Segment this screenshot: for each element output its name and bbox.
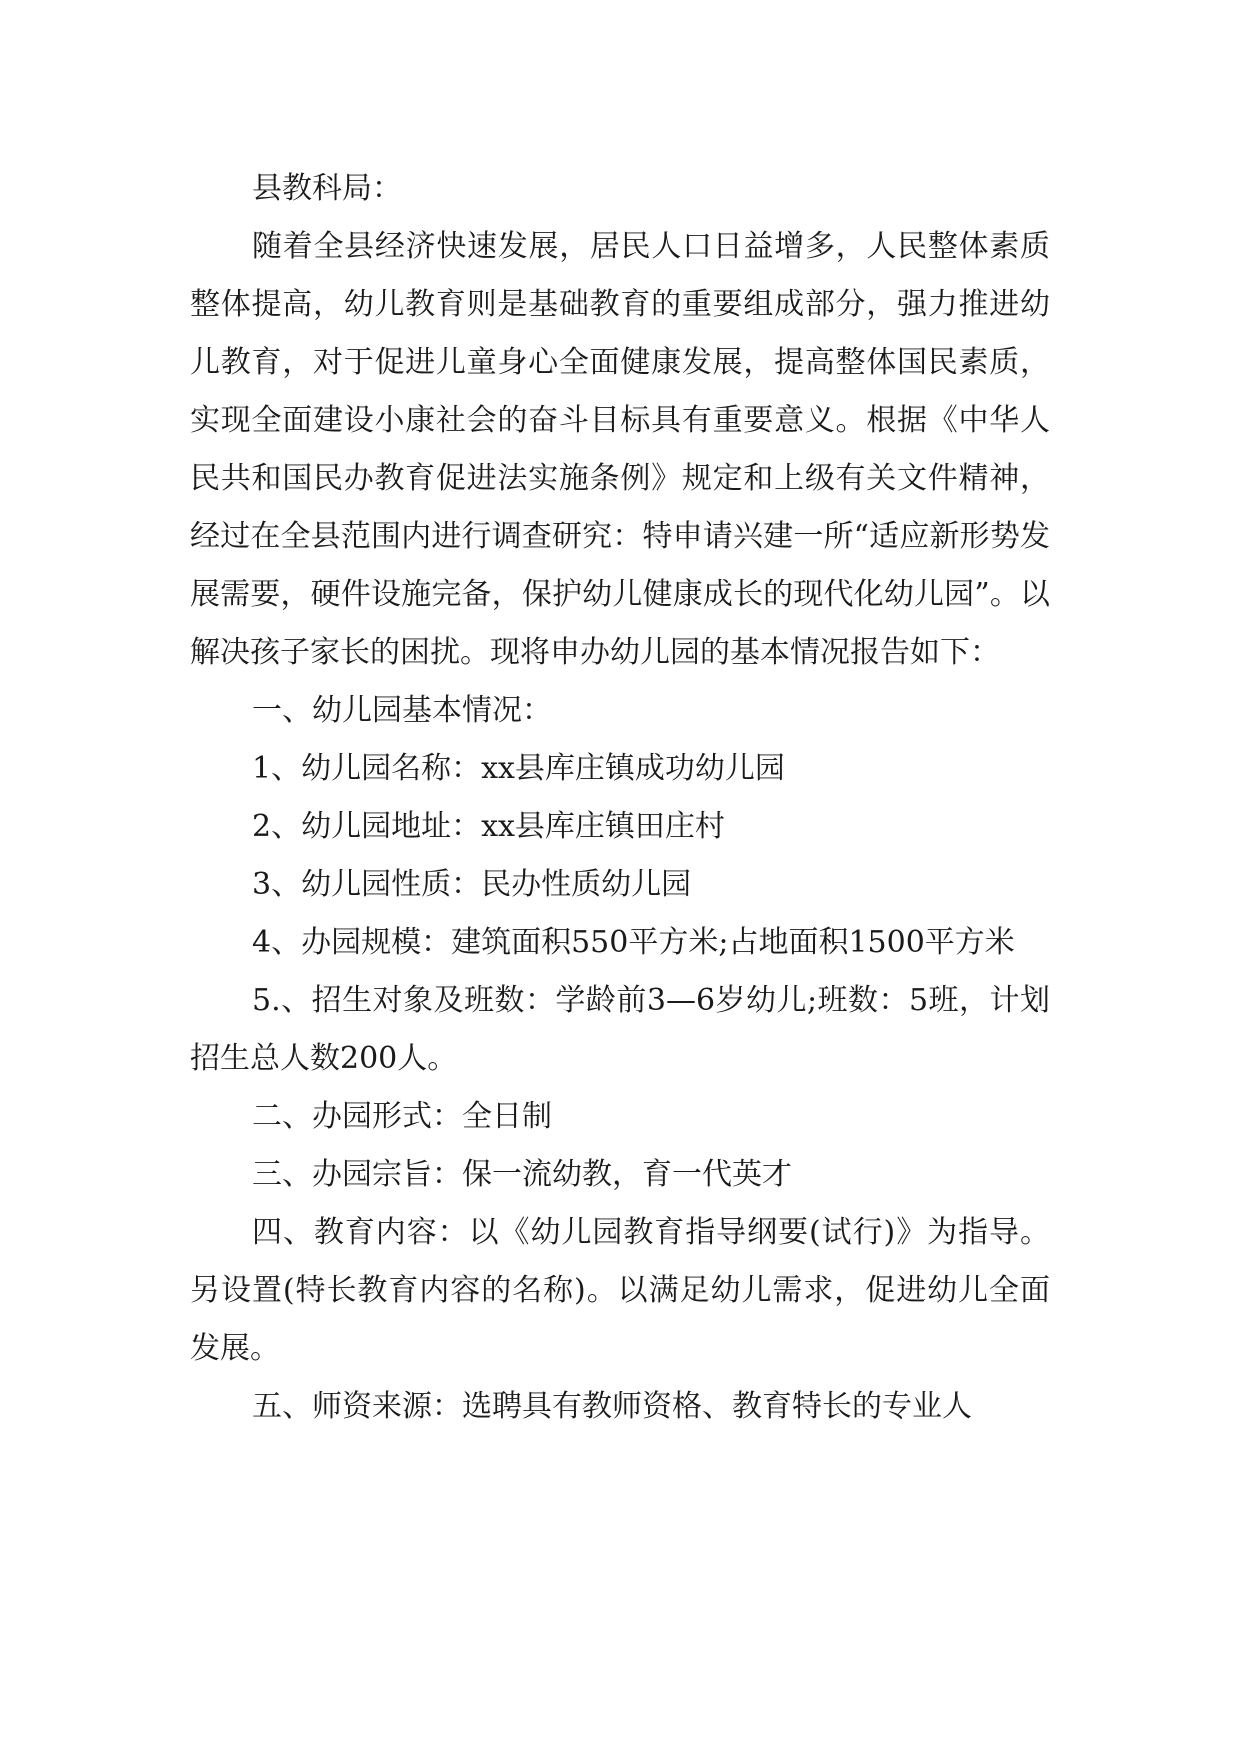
salutation: 县教科局：	[252, 171, 402, 206]
item-enrollment: 5.、招生对象及班数：学龄前3—6岁幼儿;班数：5班，计划招生总人数200人。	[190, 983, 1050, 1076]
section-heading-form: 二、办园形式：全日制	[252, 1099, 552, 1134]
section-heading-purpose: 三、办园宗旨：保一流幼教，育一代英才	[252, 1157, 792, 1192]
item-kindergarten-name: 1、幼儿园名称：xx县库庄镇成功幼儿园	[252, 751, 785, 786]
section-education-content: 四、教育内容：以《幼儿园教育指导纲要(试行)》为指导。另设置(特长教育内容的名称)。以满足幼儿需求，促进幼儿全面发展。	[190, 1215, 1050, 1366]
document-body	[190, 160, 1050, 1436]
item-kindergarten-address: 2、幼儿园地址：xx县库庄镇田庄村	[252, 809, 725, 844]
item-scale: 4、办园规模：建筑面积550平方米;占地面积1500平方米	[252, 925, 1015, 960]
section-heading-basic-info: 一、幼儿园基本情况：	[252, 693, 552, 728]
section-teacher-source: 五、师资来源：选聘具有教师资格、教育特长的专业人	[252, 1389, 972, 1424]
intro-paragraph: 随着全县经济快速发展，居民人口日益增多，人民整体素质整体提高，幼儿教育则是基础教育的重要组成部分，强力推进幼儿教育，对于促进儿童身心全面健康发展，提高整体国民素质，实现全面建设小康社会的奋斗目标具有重要意义。根据《中华人民共和国民办教育促进法实施条例》规定和上级有关文件精神，经过在全县范围内进行调查研究：特申请兴建一所“适应新形势发展需要，硬件设施完备，保护幼儿健康成长的现代化幼儿园”。以解决孩子家长的困扰。现将申办幼儿园的基本情况报告如下：	[190, 229, 1050, 670]
item-kindergarten-nature: 3、幼儿园性质：民办性质幼儿园	[252, 867, 692, 902]
